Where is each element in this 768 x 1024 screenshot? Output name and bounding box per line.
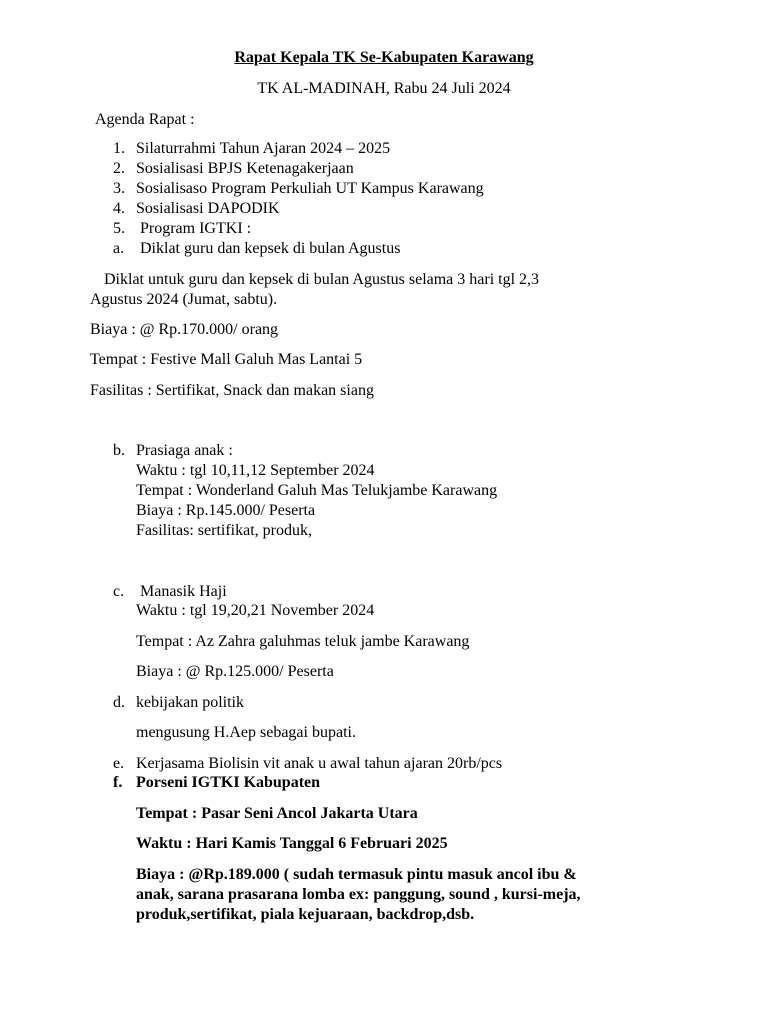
item-a-desc-line2: Agustus 2024 (Jumat, sabtu). <box>90 291 278 308</box>
item-f-biaya-line3: produk,sertifikat, piala kejuaraan, backdrop,dsb. <box>136 906 475 923</box>
item-b-biaya: Biaya : Rp.145.000/ Peserta <box>136 502 316 519</box>
agenda-label: Agenda Rapat : <box>95 111 195 128</box>
agenda-item-1-text: Silaturrahmi Tahun Ajaran 2024 – 2025 <box>136 140 391 157</box>
item-a-desc-line1: Diklat untuk guru dan kepsek di bulan Agustus selama 3 hari tgl 2,3 <box>104 271 540 288</box>
item-a-text: Diklat guru dan kepsek di bulan Agustus <box>140 240 401 257</box>
agenda-item-5 <box>113 219 251 239</box>
item-b-waktu: Waktu : tgl 10,11,12 September 2024 <box>136 462 375 479</box>
agenda-item-4-text: Sosialisasi DAPODIK <box>136 200 280 217</box>
agenda-item-2-marker: 2. <box>113 160 125 177</box>
agenda-item-5-marker: 5. <box>113 220 125 237</box>
item-d-detail: mengusung H.Aep sebagai bupati. <box>136 724 356 741</box>
item-f-tempat: Tempat : Pasar Seni Ancol Jakarta Utara <box>136 805 418 822</box>
item-e <box>113 754 502 774</box>
item-a-fasilitas: Fasilitas : Sertifikat, Snack dan makan siang <box>90 382 374 399</box>
agenda-item-4-marker: 4. <box>113 200 125 217</box>
item-e-text: Kerjasama Biolisin vit anak u awal tahun ajaran 20rb/pcs <box>136 755 503 772</box>
item-f-biaya-line2: anak, sarana prasarana lomba ex: panggung, sound , kursi-meja, <box>136 886 581 903</box>
item-d-marker: d. <box>113 694 125 711</box>
item-a-tempat: Tempat : Festive Mall Galuh Mas Lantai 5 <box>90 351 363 368</box>
agenda-item-1 <box>113 139 390 159</box>
item-c-text: Manasik Haji <box>140 583 227 600</box>
item-f-text: Porseni IGTKI Kabupaten <box>136 774 321 791</box>
item-e-marker: e. <box>113 755 125 772</box>
item-f <box>113 773 320 793</box>
item-f-marker: f. <box>113 774 123 791</box>
agenda-item-5-text: Program IGTKI : <box>140 220 252 237</box>
item-c <box>113 582 227 602</box>
item-d <box>113 693 244 713</box>
item-c-biaya: Biaya : @ Rp.125.000/ Peserta <box>136 663 334 680</box>
item-b-text: Prasiaga anak : <box>136 442 233 459</box>
item-b <box>113 441 233 461</box>
item-b-marker: b. <box>113 442 125 459</box>
item-f-biaya-line1: Biaya : @Rp.189.000 ( sudah termasuk pintu masuk ancol ibu & <box>136 866 577 883</box>
item-b-tempat: Tempat : Wonderland Galuh Mas Telukjambe Karawang <box>136 482 498 499</box>
item-a-marker: a. <box>113 240 125 257</box>
item-c-waktu: Waktu : tgl 19,20,21 November 2024 <box>136 602 375 619</box>
agenda-item-2-text: Sosialisasi BPJS Ketenagakerjaan <box>136 160 354 177</box>
item-a <box>113 239 400 259</box>
agenda-item-1-marker: 1. <box>113 140 125 157</box>
item-c-marker: c. <box>113 583 125 600</box>
document-title: Rapat Kepala TK Se-Kabupaten Karawang <box>234 49 534 66</box>
item-b-fasilitas: Fasilitas: sertifikat, produk, <box>136 522 312 539</box>
item-c-tempat: Tempat : Az Zahra galuhmas teluk jambe Karawang <box>136 633 470 650</box>
document-subtitle: TK AL-MADINAH, Rabu 24 Juli 2024 <box>257 80 511 97</box>
agenda-item-3-marker: 3. <box>113 180 125 197</box>
item-d-text: kebijakan politik <box>136 694 244 711</box>
agenda-item-4 <box>113 199 280 219</box>
item-a-biaya: Biaya : @ Rp.170.000/ orang <box>90 321 279 338</box>
agenda-item-3-text: Sosialisaso Program Perkuliah UT Kampus Karawang <box>136 180 484 197</box>
item-f-waktu: Waktu : Hari Kamis Tanggal 6 Februari 2025 <box>136 835 448 852</box>
agenda-item-2 <box>113 159 354 179</box>
agenda-item-3 <box>113 179 484 199</box>
